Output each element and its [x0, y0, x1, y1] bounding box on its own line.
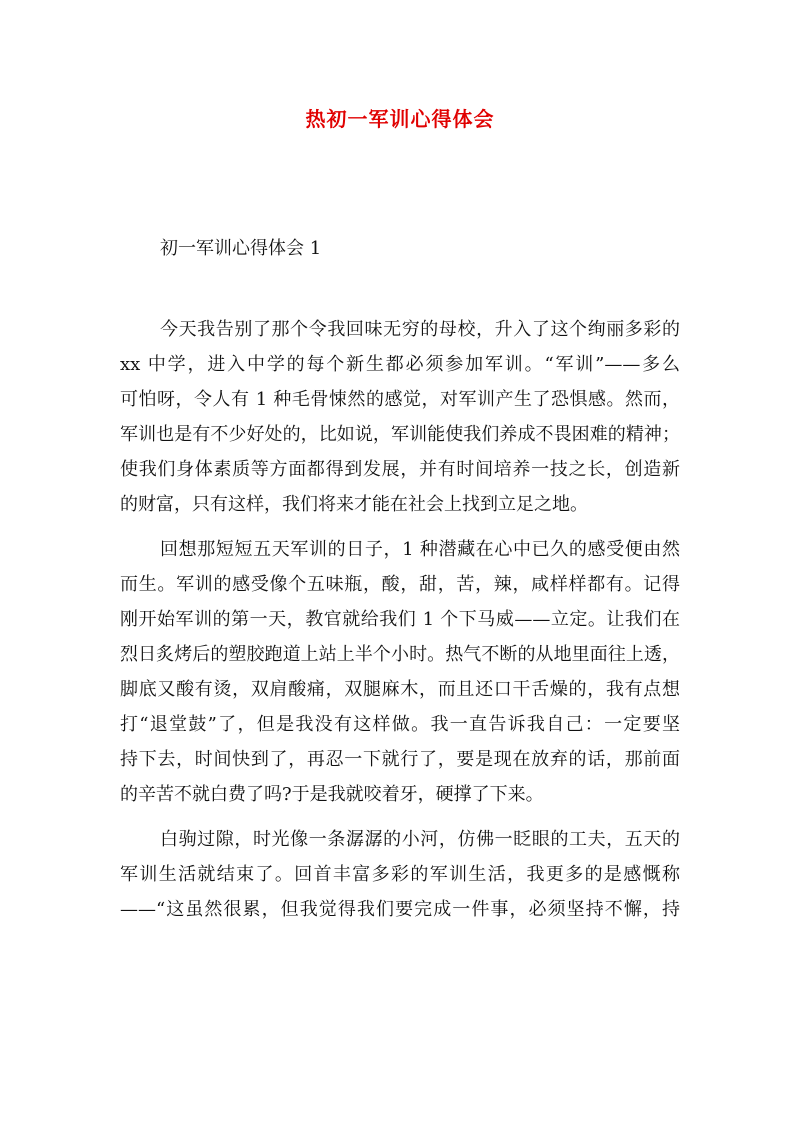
paragraph-line: 持下去，时间快到了，再忍一下就行了，要是现在放弃的话，那前面 [120, 749, 680, 770]
paragraph-line: 而生。军训的感受像个五味瓶，酸，甜，苦，辣，咸样样都有。记得 [120, 574, 680, 595]
paragraph-line: 可怕呀，令人有 1 种毛骨悚然的感觉，对军训产生了恐惧感。然而， [120, 389, 680, 410]
paragraph-1 [120, 312, 680, 522]
paragraph-line: 刚开始军训的第一天，教官就给我们 1 个下马威——立定。让我们在 [120, 609, 680, 630]
document-body [120, 312, 680, 927]
paragraph-line: 军训生活就结束了。回首丰富多彩的军训生活，我更多的是感慨称 [120, 864, 680, 885]
paragraph-line: 回想那短短五天军训的日子，1 种潜藏在心中已久的感受便由然 [160, 539, 680, 560]
paragraph-line: 的辛苦不就白费了吗?于是我就咬着牙，硬撑了下来。 [120, 784, 544, 805]
paragraph-line: 脚底又酸有烫，双肩酸痛，双腿麻木，而且还口干舌燥的，我有点想 [120, 679, 680, 700]
paragraph-2 [120, 532, 680, 812]
paragraph-line: 白驹过隙，时光像一条潺潺的小河，仿佛一眨眼的工夫，五天的 [160, 829, 680, 850]
paragraph-line: 今天我告别了那个令我回味无穷的母校，升入了这个绚丽多彩的 [160, 319, 680, 340]
paragraph-line: xx 中学，进入中学的每个新生都必须参加军训。“军训”——多么 [120, 354, 680, 375]
paragraph-line: ——“这虽然很累，但我觉得我们要完成一件事，必须坚持不懈，持 [120, 899, 680, 920]
document-title: 热初一军训心得体会 [305, 107, 495, 131]
paragraph-line: 使我们身体素质等方面都得到发展，并有时间培养一技之长，创造新 [120, 459, 680, 480]
paragraph-line: 军训也是有不少好处的，比如说，军训能使我们养成不畏困难的精神； [120, 424, 680, 445]
paragraph-line: 的财富，只有这样，我们将来才能在社会上找到立足之地。 [120, 494, 588, 515]
section-subtitle: 初一军训心得体会 1 [160, 238, 322, 259]
paragraph-line: 烈日炙烤后的塑胶跑道上站上半个小时。热气不断的从地里面往上透， [120, 644, 680, 665]
paragraph-3 [120, 822, 680, 927]
paragraph-line: 打“退堂鼓”了，但是我没有这样做。我一直告诉我自己：一定要坚 [120, 714, 680, 735]
